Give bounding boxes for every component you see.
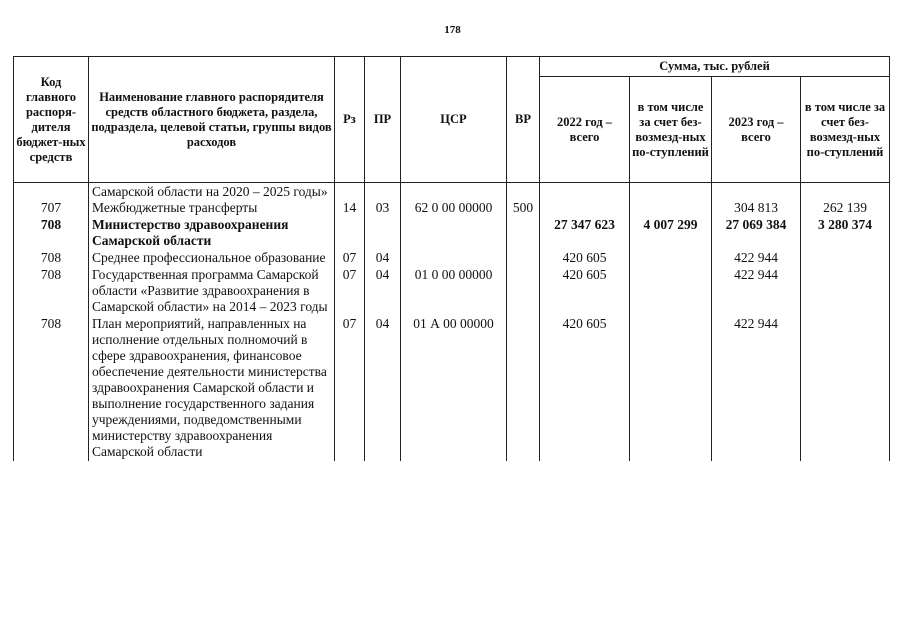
header-code: Код главного распоря-дителя бюджет-ных средств (14, 57, 89, 183)
table-row (14, 183, 890, 201)
cell-name: Межбюджетные трансферты (89, 200, 335, 217)
cell-pr: 03 (365, 200, 401, 217)
cell-name: Государственная программа Самарской области «Развитие здравоохранения в Самарской области» на 2014 – 2023 годы (89, 267, 335, 316)
table-row-ministry (14, 217, 890, 250)
cell-pr: 04 (365, 250, 401, 267)
cell-csr: 62 0 00 00000 (401, 200, 507, 217)
cell-vr (507, 250, 540, 267)
table-row (14, 250, 890, 267)
cell-2023-total: 27 069 384 (712, 217, 801, 250)
cell-csr: 01 А 00 00000 (401, 316, 507, 461)
cell-2022-total: 27 347 623 (540, 217, 630, 250)
cell-vr (507, 267, 540, 316)
cell-2022-free (630, 200, 712, 217)
cell-code: 708 (14, 316, 89, 461)
cell-pr (365, 183, 401, 201)
cell-2022-total (540, 200, 630, 217)
header-csr: ЦСР (401, 57, 507, 183)
page-number: 178 (444, 24, 461, 36)
cell-2022-total: 420 605 (540, 267, 630, 316)
table-row (14, 200, 890, 217)
header-name: Наименование главного распорядителя средств областного бюджета, раздела, подраздела, целевой статьи, группы видов расходов (89, 57, 335, 183)
cell-2022-free (630, 250, 712, 267)
cell-name: План мероприятий, направленных на исполнение отдельных полномочий в сфере здравоохранения, финансовое обеспечение деятельности министерства здравоохранения Самарской области и выполнение государственного задания учреждениями, подведомственными министерству здравоохранения Самарской области (89, 316, 335, 461)
cell-rz (335, 183, 365, 201)
table-header (14, 57, 890, 183)
cell-2022-total: 420 605 (540, 250, 630, 267)
header-2022-free: в том числе за счет без-возмезд-ных по-ступлений (630, 77, 712, 183)
cell-2023-total: 304 813 (712, 200, 801, 217)
cell-2023-free (801, 183, 890, 201)
cell-2023-total: 422 944 (712, 316, 801, 461)
cell-code: 707 (14, 200, 89, 217)
cell-vr (507, 183, 540, 201)
cell-rz: 07 (335, 316, 365, 461)
cell-vr (507, 316, 540, 461)
cell-2022-total (540, 183, 630, 201)
header-sum: Сумма, тыс. рублей (540, 57, 890, 77)
cell-name: Министерство здравоохранения Самарской области (89, 217, 335, 250)
budget-table (13, 56, 890, 461)
header-pr: ПР (365, 57, 401, 183)
cell-2022-free (630, 267, 712, 316)
cell-2023-free: 3 280 374 (801, 217, 890, 250)
cell-vr: 500 (507, 200, 540, 217)
cell-name: Среднее профессиональное образование (89, 250, 335, 267)
cell-2022-total: 420 605 (540, 316, 630, 461)
table-body (14, 183, 890, 462)
cell-code (14, 183, 89, 201)
cell-code: 708 (14, 267, 89, 316)
header-rz: Рз (335, 57, 365, 183)
cell-csr (401, 183, 507, 201)
header-2023-total: 2023 год – всего (712, 77, 801, 183)
header-2023-free: в том числе за счет без-возмезд-ных по-ступлений (801, 77, 890, 183)
cell-csr (401, 250, 507, 267)
cell-rz: 07 (335, 267, 365, 316)
cell-2022-free (630, 316, 712, 461)
cell-2022-free: 4 007 299 (630, 217, 712, 250)
cell-2023-total: 422 944 (712, 250, 801, 267)
cell-2023-total: 422 944 (712, 267, 801, 316)
cell-pr: 04 (365, 267, 401, 316)
table-row (14, 267, 890, 316)
cell-pr (365, 217, 401, 250)
cell-2023-free: 262 139 (801, 200, 890, 217)
cell-2022-free (630, 183, 712, 201)
cell-csr (401, 217, 507, 250)
cell-2023-free (801, 316, 890, 461)
cell-rz: 14 (335, 200, 365, 217)
cell-name: Самарской области на 2020 – 2025 годы» (89, 183, 335, 201)
cell-vr (507, 217, 540, 250)
header-2022-total: 2022 год – всего (540, 77, 630, 183)
table-row (14, 316, 890, 461)
cell-rz (335, 217, 365, 250)
header-vr: ВР (507, 57, 540, 183)
cell-pr: 04 (365, 316, 401, 461)
cell-code: 708 (14, 217, 89, 250)
cell-2023-total (712, 183, 801, 201)
cell-code: 708 (14, 250, 89, 267)
cell-rz: 07 (335, 250, 365, 267)
cell-2023-free (801, 250, 890, 267)
cell-csr: 01 0 00 00000 (401, 267, 507, 316)
cell-2023-free (801, 267, 890, 316)
